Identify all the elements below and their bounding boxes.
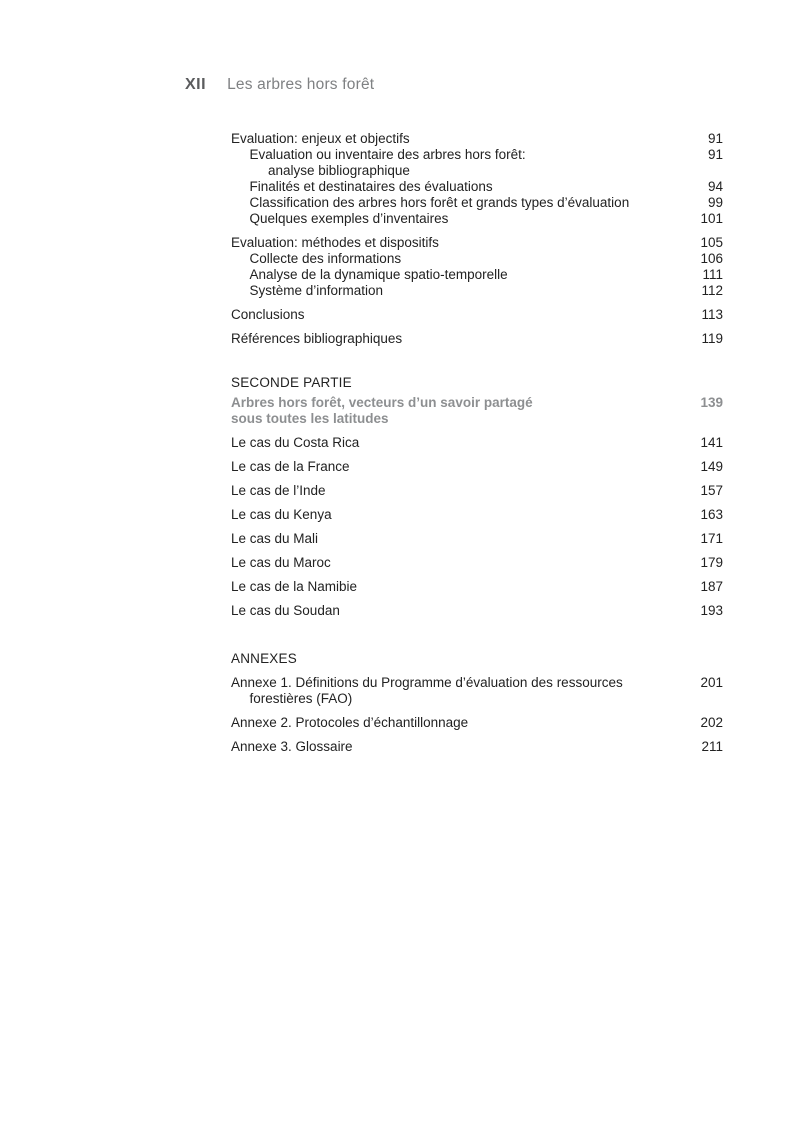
toc-entry-label: Le cas du Soudan	[231, 603, 340, 618]
toc-page-number: 157	[700, 483, 723, 498]
toc-part-title	[231, 395, 723, 427]
toc-page-number: 112	[701, 283, 723, 298]
toc-entry	[231, 675, 723, 707]
toc-entry-label: Quelques exemples d’inventaires	[249, 211, 449, 226]
toc-entry	[231, 251, 723, 267]
toc-entry-label: Annexe 1. Définitions du Programme d’évaluation des ressources forestières (FAO)	[231, 675, 623, 706]
toc-entry	[231, 195, 723, 211]
toc-entry	[231, 267, 723, 283]
toc-page-number: 94	[707, 179, 723, 194]
table-of-contents	[231, 131, 723, 755]
toc-section-heading	[231, 375, 723, 391]
toc-entry-label: Le cas du Maroc	[231, 555, 331, 570]
toc-entry-label: Références bibliographiques	[231, 331, 403, 346]
toc-entry-label: Annexe 2. Protocoles d’échantillonnage	[231, 715, 469, 730]
toc-entry-label: Evaluation: méthodes et dispositifs	[231, 235, 439, 250]
toc-entry-label: SECONDE PARTIE	[231, 375, 352, 390]
toc-entry	[231, 507, 723, 523]
toc-entry-label: Evaluation: enjeux et objectifs	[231, 131, 410, 146]
toc-entry	[231, 579, 723, 595]
toc-page-number: 139	[700, 395, 723, 410]
toc-page-number: 106	[700, 251, 723, 266]
toc-entry-label: Le cas de la Namibie	[231, 579, 358, 594]
toc-entry-label: Le cas du Costa Rica	[231, 435, 360, 450]
toc-page-number: 202	[700, 715, 723, 730]
running-title: Les arbres hors forêt	[227, 76, 375, 93]
toc-page-number: 149	[700, 459, 723, 474]
toc-entry	[231, 283, 723, 299]
toc-page-number: 187	[700, 579, 723, 594]
toc-entry	[231, 131, 723, 147]
toc-entry	[231, 331, 723, 347]
toc-entry-label: Conclusions	[231, 307, 305, 322]
toc-entry-label: Finalités et destinataires des évaluations	[249, 179, 493, 194]
toc-page-number: 211	[701, 739, 723, 754]
toc-entry	[231, 603, 723, 619]
toc-page-number: 171	[700, 531, 723, 546]
toc-entry	[231, 307, 723, 323]
toc-page-number: 141	[700, 435, 723, 450]
toc-entry	[231, 459, 723, 475]
toc-entry-label: Classification des arbres hors forêt et grands types d’évaluation	[249, 195, 630, 210]
toc-entry-label: Annexe 3. Glossaire	[231, 739, 353, 754]
toc-page-number: 193	[700, 603, 723, 618]
toc-page-number: 119	[701, 331, 723, 346]
toc-entry-label: Le cas du Kenya	[231, 507, 332, 522]
toc-page-number: 91	[707, 131, 723, 146]
toc-entry	[231, 179, 723, 195]
toc-entry	[231, 235, 723, 251]
toc-page-number: 111	[702, 267, 723, 282]
toc-page-number: 201	[700, 675, 723, 690]
folio-page-number: XII	[185, 76, 207, 93]
toc-section-heading	[231, 651, 723, 667]
toc-page-number: 113	[701, 307, 723, 322]
toc-entry	[231, 555, 723, 571]
toc-entry-label: Evaluation ou inventaire des arbres hors forêt: analyse bibliographique	[249, 147, 526, 178]
toc-page-number: 99	[707, 195, 723, 210]
toc-entry-label: Le cas de la France	[231, 459, 350, 474]
toc-entry	[231, 147, 723, 179]
toc-page-number: 163	[700, 507, 723, 522]
toc-entry-label: Arbres hors forêt, vecteurs d’un savoir partagé sous toutes les latitudes	[231, 395, 533, 426]
running-header	[185, 76, 374, 93]
toc-entry-label: Système d’information	[249, 283, 384, 298]
toc-entry	[231, 211, 723, 227]
toc-entry	[231, 531, 723, 547]
toc-entry-label: Analyse de la dynamique spatio-temporelle	[249, 267, 508, 282]
toc-entry-label: Le cas de l’Inde	[231, 483, 326, 498]
toc-entry-label: Collecte des informations	[249, 251, 402, 266]
toc-entry-label: ANNEXES	[231, 651, 297, 666]
toc-entry-label: Le cas du Mali	[231, 531, 319, 546]
toc-page-number: 105	[700, 235, 723, 250]
toc-entry	[231, 483, 723, 499]
toc-entry	[231, 435, 723, 451]
toc-page-number: 179	[700, 555, 723, 570]
toc-page-number: 101	[700, 211, 723, 226]
toc-entry	[231, 739, 723, 755]
toc-entry	[231, 715, 723, 731]
toc-page-number: 91	[707, 147, 723, 162]
